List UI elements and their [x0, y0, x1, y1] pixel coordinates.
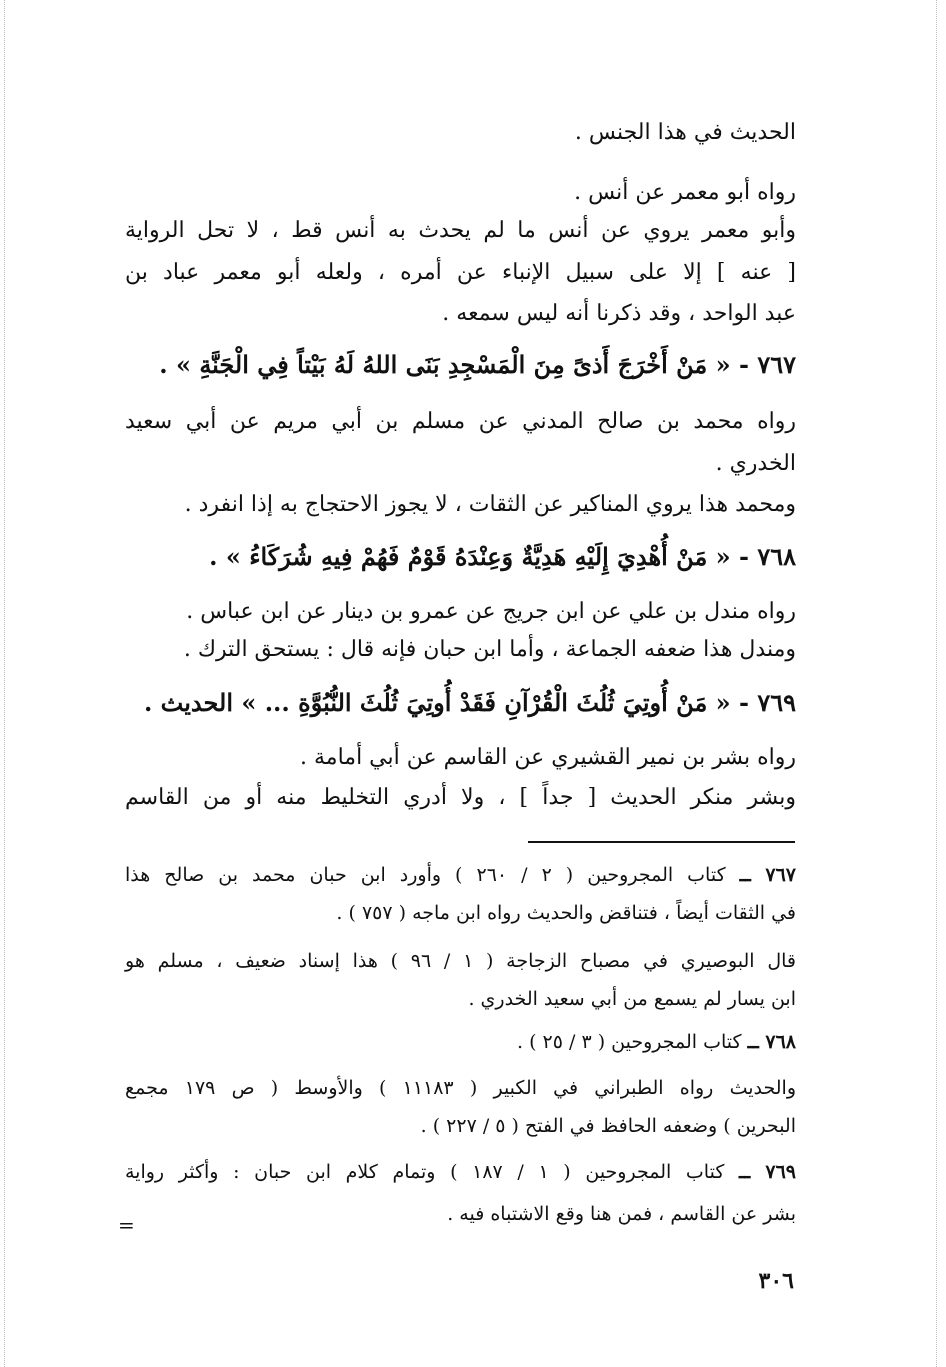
footnote-line — [125, 1157, 796, 1187]
hadith-heading-768: ٧٦٨ - « مَنْ أُهْدِيَ إِلَيْهِ هَدِيَّةٌ وَعِنْدَهُ قَوْمٌ فَهُمْ فِيهِ شُرَكَاءُ » . — [209, 542, 796, 571]
footnote-separator — [528, 841, 795, 843]
footnote-line — [125, 946, 796, 976]
text-line: عبد الواحد ، وقد ذكرنا أنه ليس سمعه . — [442, 301, 796, 326]
footnote-text: بشر عن القاسم ، فمن هنا وقع الاشتباه فيه . — [447, 1203, 796, 1225]
footnote-text: قال البوصيري في مصباح الزجاجة ( ١ / ٩٦ ) هذا إسناد ضعيف ، مسلم هو — [125, 950, 797, 972]
footnote-line — [336, 898, 796, 928]
footnote-line — [125, 860, 796, 890]
text-line: وأبو معمر يروي عن أنس ما لم يحدث به أنس قط ، لا تحل الرواية — [125, 218, 796, 243]
footnote-number: ٧٦٩ ــ — [739, 1161, 796, 1183]
footnote-line — [125, 1073, 796, 1103]
continuation-mark: = — [118, 1213, 135, 1237]
footnote-line — [421, 1111, 796, 1141]
footnote-number: ٧٦٨ ــ — [747, 1031, 796, 1053]
hadith-heading-767: ٧٦٧ - « مَنْ أَخْرَجَ أَذىً مِنَ الْمَسْجِدِ بَنَى اللهُ لَهُ بَيْتاً فِي الْجَنَّةِ » . — [159, 350, 796, 379]
footnote-text: ابن يسار لم يسمع من أبي سعيد الخدري . — [468, 988, 796, 1010]
footnote-number: ٧٦٧ ــ — [739, 864, 797, 886]
text-line: ومندل هذا ضعفه الجماعة ، وأما ابن حبان فإنه قال : يستحق الترك . — [183, 637, 796, 662]
text-line: رواه مندل بن علي عن ابن جريج عن عمرو بن دينار عن ابن عباس . — [186, 599, 796, 624]
footnote-line — [468, 984, 796, 1014]
text-line: الخدري . — [715, 451, 796, 476]
text-line: رواه محمد بن صالح المدني عن مسلم بن أبي مريم عن أبي سعيد — [125, 409, 796, 434]
page-number: ٣٠٦ — [758, 1268, 794, 1294]
footnote-text: في الثقات أيضاً ، فتناقض والحديث رواه ابن ماجه ( ٧٥٧ ) . — [336, 902, 796, 924]
footnote-line — [517, 1027, 796, 1057]
footnote-text: البحرين ) وضعفه الحافظ في الفتح ( ٥ / ٢٢٧ ) . — [420, 1115, 796, 1137]
footnote-line — [447, 1199, 796, 1229]
text-line: الحديث في هذا الجنس . — [574, 120, 796, 145]
footnote-text: والحديث رواه الطبراني في الكبير ( ١١١٨٣ ) والأوسط ( ص ١٧٩ مجمع — [125, 1077, 796, 1099]
hadith-heading-769: ٧٦٩ - « مَنْ أُوتِيَ ثُلُثَ الْقُرْآنِ فَقَدْ أُوتِيَ ثُلُثَ النُّبُوَّةِ ... » الحديث . — [143, 688, 796, 717]
text-line: [ عنه ] إلا على سبيل الإنباء عن أمره ، ولعله أبو معمر عباد بن — [125, 260, 796, 285]
text-line: ومحمد هذا يروي المناكير عن الثقات ، لا يجوز الاحتجاج به إذا انفرد . — [184, 492, 796, 517]
footnote-text: كتاب المجروحين ( ٢ / ٢٦٠ ) وأورد ابن حبان محمد بن صالح هذا — [125, 864, 740, 886]
footnote-text: كتاب المجروحين ( ١ / ١٨٧ ) وتمام كلام ابن حبان : وأكثر رواية — [125, 1161, 740, 1183]
footnote-text: كتاب المجروحين ( ٣ / ٢٥ ) . — [517, 1031, 748, 1053]
text-line: رواه أبو معمر عن أنس . — [574, 180, 796, 205]
text-line: وبشر منكر الحديث [ جداً ] ، ولا أدري التخليط منه أو من القاسم — [125, 785, 796, 810]
text-line: رواه بشر بن نمير القشيري عن القاسم عن أبي أمامة . — [300, 745, 796, 770]
